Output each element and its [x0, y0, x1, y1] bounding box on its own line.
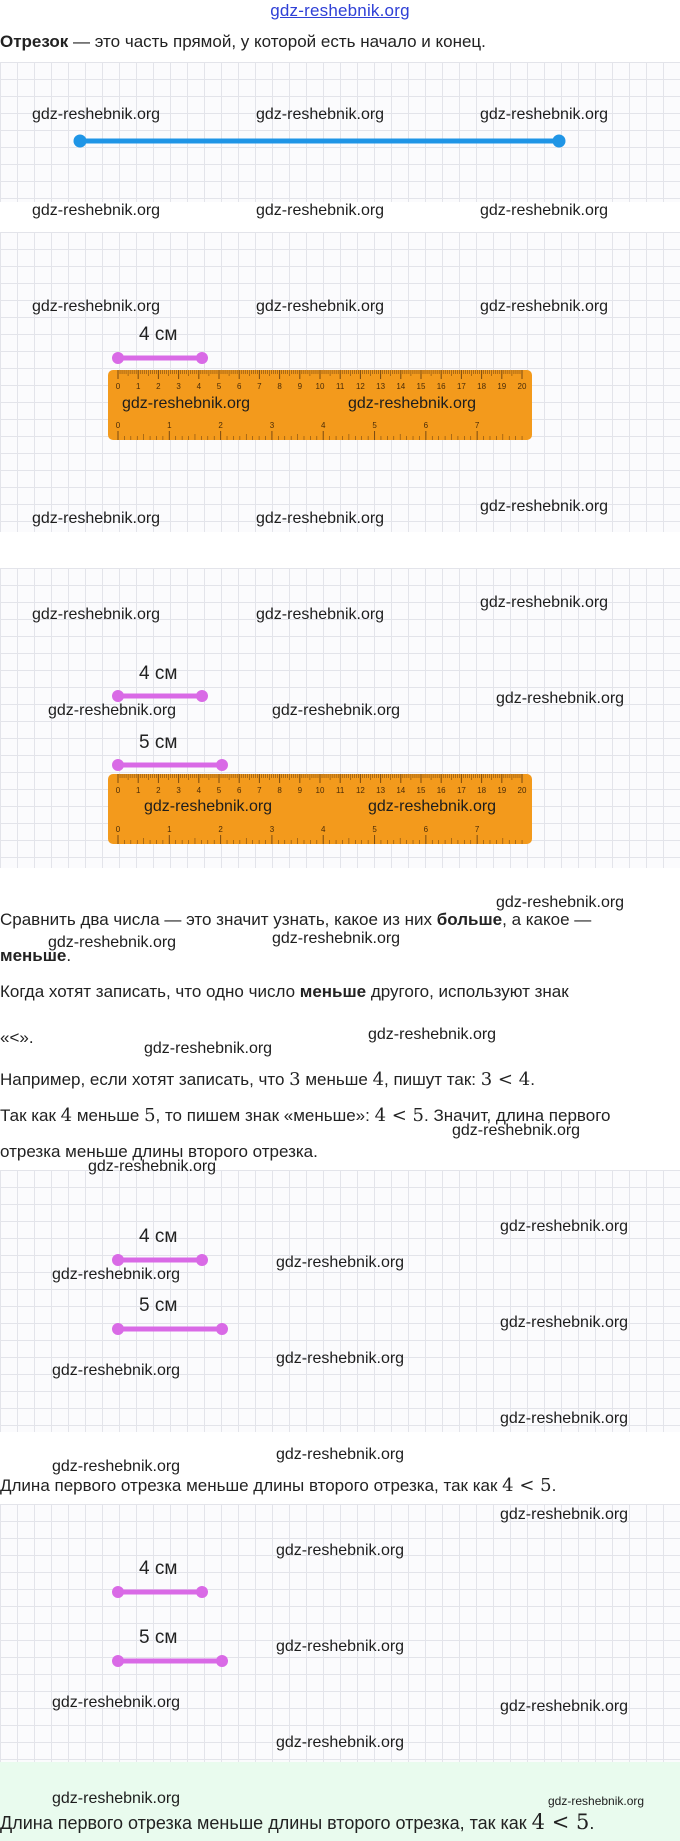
segment-label-5cm-d: 5 см [139, 1627, 178, 1648]
segment-4cm-d-end-point [196, 1586, 208, 1598]
compare-text-3a: Например, если хотят записать, что [0, 1070, 290, 1089]
ruler-cm-label: 13 [376, 382, 386, 391]
watermark: gdz-reshebnik.org [480, 298, 609, 315]
compare-paragraph-3 [0, 1068, 535, 1092]
ruler-inch-label: 5 [372, 825, 377, 834]
ruler-cm-label: 19 [497, 382, 507, 391]
less-sign-text: «<». [0, 1028, 34, 1047]
segment-4cm-end-point [196, 352, 208, 364]
ruler-cm-label: 2 [156, 382, 161, 391]
segment-5cm-d-start-point [112, 1655, 124, 1667]
watermark: gdz-reshebnik.org [256, 510, 385, 527]
ruler-inch-label: 3 [269, 421, 275, 430]
ruler-cm-label: 12 [355, 786, 365, 795]
watermark: gdz-reshebnik.org [256, 606, 385, 623]
watermark: gdz-reshebnik.org [122, 395, 251, 412]
ruler-cm-label: 17 [456, 382, 466, 391]
ruler-cm-label: 8 [277, 786, 282, 795]
ruler-cm-label: 12 [355, 382, 365, 391]
watermark: gdz-reshebnik.org [272, 930, 401, 947]
blue-segment-end-point [553, 135, 566, 148]
ruler-cm-label: 20 [517, 382, 527, 391]
watermark: gdz-reshebnik.org [480, 498, 609, 515]
ruler-cm-label: 11 [336, 786, 345, 795]
watermark: gdz-reshebnik.org [496, 894, 625, 911]
watermark: gdz-reshebnik.org [256, 202, 385, 219]
segment-4cm-b-start-point [112, 690, 124, 702]
watermark: gdz-reshebnik.org [52, 1362, 181, 1379]
watermark: gdz-reshebnik.org [500, 1698, 629, 1715]
segment-4cm-start-point [112, 352, 124, 364]
watermark: gdz-reshebnik.org [500, 1506, 629, 1523]
ruler-inch-label: 0 [115, 825, 121, 834]
site-title[interactable]: gdz-reshebnik.org [270, 1, 410, 20]
segment-5cm-c-start-point [112, 1323, 124, 1335]
ruler-cm-label: 15 [416, 786, 426, 795]
compare-text-4d: . Значит, длина первого [424, 1106, 611, 1125]
ruler-cm-label: 13 [376, 786, 386, 795]
watermark: gdz-reshebnik.org [500, 1314, 629, 1331]
intro-rest: — это часть прямой, у которой есть начало и конец. [68, 32, 486, 51]
watermark: gdz-reshebnik.org [256, 106, 385, 123]
watermark: gdz-reshebnik.org [480, 202, 609, 219]
ruler-cm-label: 16 [436, 382, 446, 391]
watermark: gdz-reshebnik.org [52, 1266, 181, 1283]
word-menshe-2: меньше [299, 982, 367, 1001]
watermark: gdz-reshebnik.org [52, 1458, 181, 1475]
segment-label-5cm-c: 5 см [139, 1295, 178, 1316]
ruler-cm-label: 1 [135, 382, 141, 391]
compare-text-3b: меньше [300, 1070, 373, 1089]
ruler-inch-label: 7 [474, 421, 480, 430]
ruler-cm-label: 15 [416, 382, 426, 391]
watermark: gdz-reshebnik.org [368, 798, 497, 815]
ruler-cm-label: 0 [115, 786, 121, 795]
ruler-inch-label: 1 [167, 825, 172, 834]
ruler-cm-label: 10 [315, 382, 325, 391]
math-3-less-4: 3 < 4 [480, 1069, 531, 1090]
ruler-cm-label: 4 [196, 786, 202, 795]
ruler-cm-label: 19 [497, 786, 507, 795]
segment-label-4cm-c: 4 см [139, 1226, 178, 1247]
grid-two-segments-1 [0, 1170, 680, 1432]
segment-label-5cm: 5 см [139, 732, 178, 753]
watermark: gdz-reshebnik.org [32, 298, 161, 315]
watermark: gdz-reshebnik.org [88, 1158, 217, 1175]
conclusion-2-end: . [589, 1813, 595, 1833]
ruler-cm-label: 7 [257, 382, 262, 391]
ruler-cm-label: 6 [236, 382, 242, 391]
ruler-cm-label: 6 [236, 786, 242, 795]
watermark: gdz-reshebnik.org [480, 594, 609, 611]
math-4-less-5: 4 < 5 [374, 1105, 425, 1126]
watermark: gdz-reshebnik.org [276, 1542, 405, 1559]
ruler-cm-label: 16 [436, 786, 446, 795]
ruler-inch-label: 0 [115, 421, 121, 430]
ruler-inch-label: 3 [269, 825, 275, 834]
ruler-inch-label: 1 [167, 421, 172, 430]
ruler-inch-label: 4 [321, 421, 326, 430]
watermark: gdz-reshebnik.org [48, 702, 177, 719]
compare-paragraph-2 [0, 980, 569, 1004]
math-4: 4 [372, 1069, 385, 1090]
compare-text-1c: . [66, 946, 72, 965]
watermark: gdz-reshebnik.org [496, 690, 625, 707]
ruler-inch-label: 2 [218, 421, 223, 430]
segment-5cm-start-point [112, 759, 124, 771]
segment-5cm-d-end-point [216, 1655, 228, 1667]
watermark: gdz-reshebnik.org [32, 202, 161, 219]
compare-text-3c: , пишут так: [384, 1070, 481, 1089]
ruler-inch-label: 5 [372, 421, 377, 430]
grid-blue-segment [0, 62, 680, 202]
ruler-cm-label: 4 [196, 382, 202, 391]
segment-5cm-end-point [216, 759, 228, 771]
conclusion-1-math: 4 < 5 [502, 1475, 552, 1496]
watermark: gdz-reshebnik.org [52, 1790, 181, 1807]
watermark: gdz-reshebnik.org [452, 1122, 581, 1139]
watermark: gdz-reshebnik.org [272, 702, 401, 719]
intro-paragraph [0, 30, 486, 54]
ruler-cm-label: 1 [135, 786, 141, 795]
ruler-cm-label: 20 [517, 786, 527, 795]
compare-paragraph-5: отрезка меньше длины второго отрезка. [0, 1142, 318, 1161]
watermark: gdz-reshebnik.org [500, 1410, 629, 1427]
segment-diagram-blue [0, 62, 680, 202]
watermark: gdz-reshebnik.org [32, 510, 161, 527]
watermark: gdz-reshebnik.org [276, 1734, 405, 1751]
compare-text-1b: , а какое — [502, 910, 592, 929]
watermark: gdz-reshebnik.org [276, 1254, 405, 1271]
ruler-cm-label: 14 [396, 382, 406, 391]
ruler-cm-label: 5 [216, 786, 222, 795]
watermark: gdz-reshebnik.org [52, 1694, 181, 1711]
watermark: gdz-reshebnik.org [144, 1040, 273, 1057]
segment-4cm-d-start-point [112, 1586, 124, 1598]
ruler-cm-label: 14 [396, 786, 406, 795]
compare-text-3d: . [530, 1070, 535, 1089]
conclusion-1-text: Длина первого отрезка меньше длины второго отрезка, так как [0, 1476, 503, 1495]
segment-label-4cm-d: 4 см [139, 1558, 178, 1579]
compare-text-4b: меньше [72, 1106, 145, 1125]
ruler-inch-label: 6 [423, 421, 429, 430]
ruler-inch-label: 6 [423, 825, 429, 834]
watermark: gdz-reshebnik.org [480, 106, 609, 123]
ruler-cm-label: 2 [156, 786, 161, 795]
ruler-cm-label: 5 [216, 382, 222, 391]
math-5: 5 [144, 1105, 156, 1126]
ruler-cm-label: 7 [257, 786, 262, 795]
segment-4cm-c-end-point [196, 1254, 208, 1266]
math-3: 3 [289, 1069, 301, 1090]
ruler-cm-label: 3 [176, 382, 181, 391]
watermark: gdz-reshebnik.org [256, 298, 385, 315]
conclusion-1 [0, 1474, 556, 1498]
conclusion-2-text: Длина первого отрезка меньше длины второго отрезка, так как [0, 1813, 532, 1833]
word-menshe: меньше [0, 946, 67, 965]
watermark: gdz-reshebnik.org [276, 1350, 405, 1367]
ruler-inch-label: 4 [321, 825, 326, 834]
ruler-cm-label: 18 [477, 382, 487, 391]
ruler-inch-label: 2 [218, 825, 223, 834]
ruler-cm-label: 18 [477, 786, 487, 795]
word-bolshe: больше [436, 910, 503, 929]
watermark: gdz-reshebnik.org [548, 1794, 645, 1808]
watermark: gdz-reshebnik.org [48, 934, 177, 951]
segment-label-4cm-b: 4 см [139, 663, 178, 684]
math-4b: 4 [60, 1105, 73, 1126]
ruler-cm-label: 9 [297, 786, 303, 795]
segment-4cm-b-end-point [196, 690, 208, 702]
segment-4cm-c-start-point [112, 1254, 124, 1266]
term-otrezok: Отрезок [0, 32, 69, 51]
ruler-cm-label: 3 [176, 786, 181, 795]
watermark: gdz-reshebnik.org [368, 1026, 497, 1043]
conclusion-2 [0, 1810, 594, 1835]
compare-text-4a: Так как [0, 1106, 61, 1125]
ruler-cm-label: 9 [297, 382, 303, 391]
segment-5cm-c-end-point [216, 1323, 228, 1335]
compare-text-2a: Когда хотят записать, что одно число [0, 982, 300, 1001]
ruler-cm-label: 0 [115, 382, 121, 391]
watermark: gdz-reshebnik.org [32, 106, 161, 123]
ruler-cm-label: 8 [277, 382, 282, 391]
segment-label-4cm: 4 см [139, 324, 178, 345]
compare-text-1a: Сравнить два числа — это значит узнать, какое из них [0, 910, 437, 929]
conclusion-1-end: . [551, 1476, 557, 1495]
watermark: gdz-reshebnik.org [144, 798, 273, 815]
ruler-cm-label: 11 [336, 382, 345, 391]
ruler-cm-label: 17 [456, 786, 466, 795]
watermark: gdz-reshebnik.org [348, 395, 477, 412]
conclusion-2-math: 4 < 5 [531, 1810, 590, 1834]
segment-4cm-diagram-d [0, 1574, 680, 1614]
compare-text-4c: , то пишем знак «меньше»: [155, 1106, 375, 1125]
watermark: gdz-reshebnik.org [276, 1446, 405, 1463]
compare-text-2b: другого, используют знак [366, 982, 569, 1001]
watermark: gdz-reshebnik.org [276, 1638, 405, 1655]
watermark: gdz-reshebnik.org [32, 606, 161, 623]
watermark: gdz-reshebnik.org [500, 1218, 629, 1235]
ruler-cm-label: 10 [315, 786, 325, 795]
blue-segment-start-point [74, 135, 87, 148]
ruler-inch-label: 7 [474, 825, 480, 834]
